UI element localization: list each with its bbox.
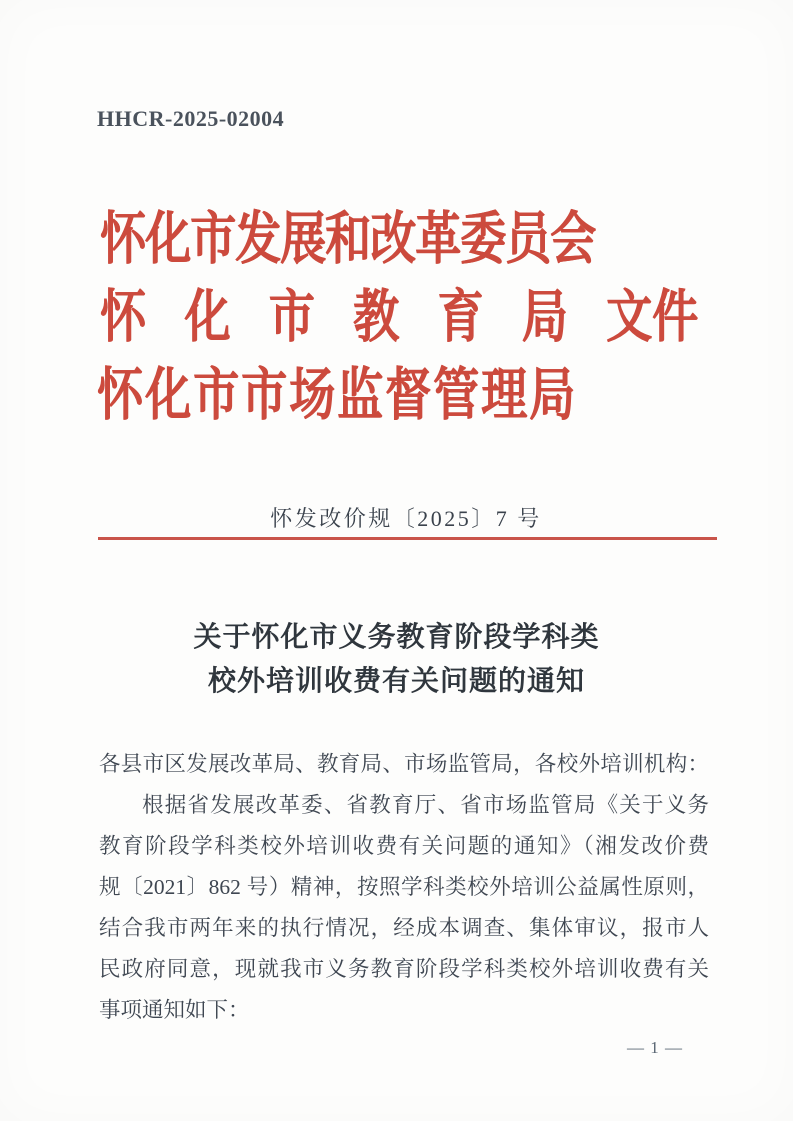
body-line: 根据省发展改革委、省教育厅、省市场监管局《关于义务 [142, 793, 709, 817]
body-line: 教育阶段学科类校外培训收费有关问题的通知》（湘发改价费 [99, 834, 709, 858]
agency-header-char: 市 [268, 285, 315, 349]
red-divider-rule [98, 537, 717, 540]
agency-header-line-3: 怀化市市场监督管理局 [97, 363, 577, 427]
agency-header-char: 化 [184, 285, 231, 349]
agency-header-char: 教 [352, 285, 399, 349]
agency-header-char: 怀 [100, 285, 146, 349]
document-body [99, 744, 709, 1031]
agency-header-char: 育 [437, 285, 484, 349]
title-line-1: 关于怀化市义务教育阶段学科类 [193, 622, 600, 653]
body-line: 事项通知如下： [99, 998, 250, 1022]
title-line-2: 校外培训收费有关问题的通知 [207, 666, 585, 697]
archival-code: HHCR-2025-02004 [97, 106, 285, 131]
agency-header-line-1: 怀化市发展和改革委员会 [100, 207, 595, 271]
body-line: 结合我市两年来的执行情况，经成本调查、集体审议，报市人 [99, 916, 709, 940]
document-reference-number: 怀发改价规〔2025〕7 号 [270, 506, 542, 531]
salutation-line: 各县市区发展改革局、教育局、市场监管局，各校外培训机构： [99, 752, 709, 776]
body-line: 规〔2021〕862 号）精神，按照学科类校外培训公益属性原则， [99, 875, 709, 899]
agency-header-doc-word: 文件 [605, 285, 698, 349]
agency-header-line-2 [100, 285, 698, 349]
page-number: — 1 — [627, 1038, 683, 1057]
agency-header-char: 局 [521, 285, 568, 349]
document-title [0, 616, 793, 704]
body-line: 民政府同意，现就我市义务教育阶段学科类校外培训收费有关 [99, 957, 709, 981]
